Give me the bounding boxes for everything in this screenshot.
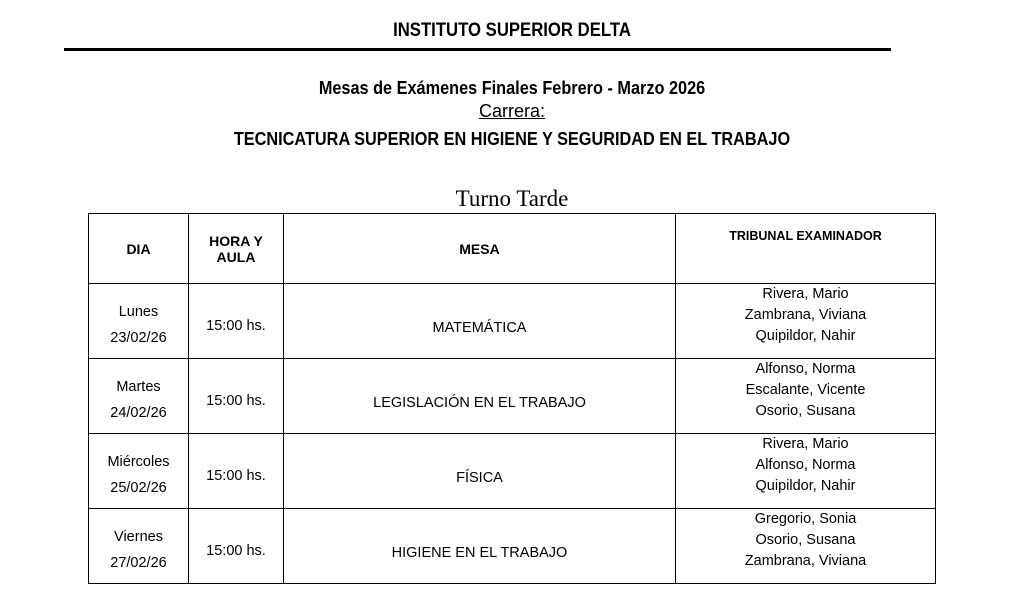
time-cell: 15:00 hs.	[189, 359, 284, 434]
day-date: 25/02/26	[110, 480, 167, 496]
career-name: TECNICATURA SUPERIOR EN HIGIENE Y SEGURIDAD EN EL TRABAJO	[233, 128, 791, 149]
day-name: Martes	[116, 379, 161, 395]
time-cell: 15:00 hs.	[189, 509, 284, 584]
table-row	[89, 434, 936, 509]
day-date: 24/02/26	[110, 405, 167, 421]
tribunal-member: Quipildor, Nahir	[755, 478, 856, 494]
document-title: Mesas de Exámenes Finales Febrero - Marzo 2026	[318, 77, 706, 98]
tribunal-cell	[676, 359, 936, 434]
exam-schedule-table	[88, 213, 936, 584]
tribunal-cell	[676, 284, 936, 359]
tribunal-member: Rivera, Mario	[762, 436, 849, 452]
subject-cell: LEGISLACIÓN EN EL TRABAJO	[284, 359, 676, 434]
tribunal-member: Escalante, Vicente	[745, 382, 866, 398]
tribunal-member: Rivera, Mario	[762, 286, 849, 302]
tribunal-member: Quipildor, Nahir	[755, 328, 856, 344]
time-cell: 15:00 hs.	[189, 434, 284, 509]
tribunal-member: Zambrana, Viviana	[744, 553, 867, 569]
header-divider	[64, 48, 891, 51]
column-header-time-room: HORA Y AULA	[189, 214, 284, 284]
day-cell	[89, 434, 189, 509]
table-row	[89, 509, 936, 584]
tribunal-member: Alfonso, Norma	[755, 361, 856, 377]
column-header-tribunal: TRIBUNAL EXAMINADOR	[676, 214, 936, 284]
day-date: 23/02/26	[110, 330, 167, 346]
subject-cell: FÍSICA	[284, 434, 676, 509]
day-date: 27/02/26	[110, 555, 167, 571]
day-name: Viernes	[114, 529, 163, 545]
tribunal-member: Zambrana, Viviana	[744, 307, 867, 323]
table-row	[89, 359, 936, 434]
subject-cell: HIGIENE EN EL TRABAJO	[284, 509, 676, 584]
day-cell	[89, 359, 189, 434]
tribunal-cell	[676, 509, 936, 584]
tribunal-member: Osorio, Susana	[755, 403, 856, 419]
table-row	[89, 284, 936, 359]
tribunal-member: Alfonso, Norma	[755, 457, 856, 473]
day-name: Lunes	[118, 304, 159, 320]
table-header-row	[89, 214, 936, 284]
subject-cell: MATEMÁTICA	[284, 284, 676, 359]
shift-title: Turno Tarde	[455, 186, 569, 211]
tribunal-member: Gregorio, Sonia	[754, 511, 857, 527]
column-header-day: DIA	[89, 214, 189, 284]
tribunal-cell	[676, 434, 936, 509]
day-cell	[89, 284, 189, 359]
career-label: Carrera:	[478, 101, 545, 121]
time-cell: 15:00 hs.	[189, 284, 284, 359]
institute-name: INSTITUTO SUPERIOR DELTA	[393, 20, 631, 41]
column-header-subject: MESA	[284, 214, 676, 284]
tribunal-member: Osorio, Susana	[755, 532, 856, 548]
day-cell	[89, 509, 189, 584]
career-label-line	[0, 101, 1024, 122]
day-name: Miércoles	[107, 454, 170, 470]
